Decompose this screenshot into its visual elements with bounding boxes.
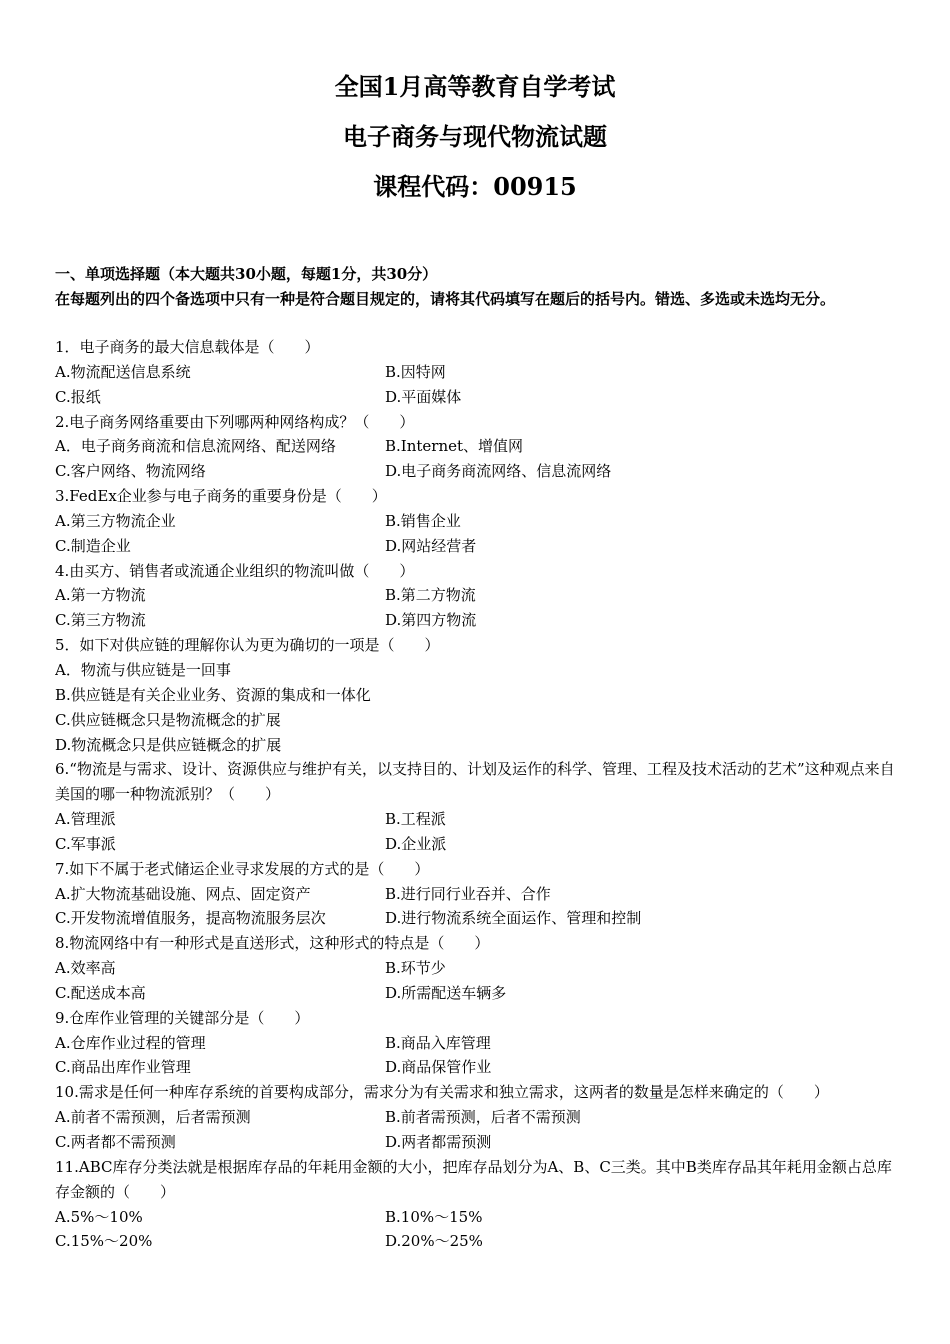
option-row <box>55 1205 897 1230</box>
section-heading: 一、单项选择题（本大题共30小题，每题1分，共30分） <box>55 265 438 283</box>
option-d: D.企业派 <box>385 834 447 853</box>
option-row <box>55 1105 897 1130</box>
option-c: C.配送成本高 <box>55 983 146 1002</box>
option-a: A.前者不需预测，后者需预测 <box>55 1108 251 1127</box>
question-stem: 5．如下对供应链的理解你认为更为确切的一项是（ ） <box>55 636 440 655</box>
option-row <box>55 583 897 608</box>
option-b: B.10%～15% <box>385 1207 483 1226</box>
option-a: A．物流与供应链是一回事 <box>55 660 231 679</box>
question-stem: 8.物流网络中有一种形式是直送形式，这种形式的特点是（ ） <box>55 934 490 953</box>
option-row <box>55 807 897 832</box>
option-row <box>55 981 897 1006</box>
question-stem: 3.FedEx企业参与电子商务的重要身份是（ ） <box>55 487 387 506</box>
option-row <box>55 1229 897 1254</box>
option-row <box>55 509 897 534</box>
question-stem: 4.由买方、销售者或流通企业组织的物流叫做（ ） <box>55 561 415 580</box>
option-row <box>55 1130 897 1155</box>
option-a: A.第一方物流 <box>55 586 146 605</box>
option-a: A.第三方物流企业 <box>55 511 176 530</box>
option-c: C.第三方物流 <box>55 611 146 630</box>
option-row <box>55 906 897 931</box>
option-d: D.第四方物流 <box>385 611 477 630</box>
option-b: B.商品入库管理 <box>385 1033 491 1052</box>
exam-title: 全国1月高等教育自学考试 <box>334 72 616 101</box>
exam-subject: 电子商务与现代物流试题 <box>343 122 607 151</box>
option-d: D.所需配送车辆多 <box>385 983 507 1002</box>
question-stem: 9.仓库作业管理的关键部分是（ ） <box>55 1008 310 1027</box>
option-a: A.效率高 <box>55 959 116 978</box>
option-row <box>55 534 897 559</box>
option-b: B.第二方物流 <box>385 586 476 605</box>
option-a: A.物流配送信息系统 <box>55 362 191 381</box>
option-c: C.制造企业 <box>55 536 131 555</box>
question-stem: 11.ABC库存分类法就是根据库存品的年耗用金额的大小，把库存品划分为A、B、C三类。其中B类库存品其年耗用金额占总库存金额的（ ） <box>55 1157 892 1201</box>
course-code: 课程代码：00915 <box>373 172 577 201</box>
option-c: C.客户网络、物流网络 <box>55 462 206 481</box>
option-row <box>55 459 897 484</box>
option-d: D.20%～25% <box>385 1232 483 1251</box>
option-b: B.销售企业 <box>385 511 461 530</box>
option-b: B.供应链是有关企业业务、资源的集成和一体化 <box>55 685 371 704</box>
question-list <box>55 335 897 1254</box>
option-d: D.商品保管作业 <box>385 1058 492 1077</box>
option-row <box>55 360 897 385</box>
option-b: B.Internet、增值网 <box>385 437 524 456</box>
option-c: C.商品出库作业管理 <box>55 1058 191 1077</box>
option-d: D.网站经营者 <box>385 536 477 555</box>
emphasis-mark: 不 <box>99 859 115 878</box>
option-c: C.开发物流增值服务，提高物流服务层次 <box>55 909 326 928</box>
question-stem: 1．电子商务的最大信息载体是（ ） <box>55 338 320 356</box>
option-row <box>55 1031 897 1056</box>
section-instruction: 在每题列出的四个备选项中只有一种是符合题目规定的，请将其代码填写在题后的括号内。错选、多选或未选均无分。 <box>55 290 836 308</box>
question-stem: 2.电子商务网络重要由下列哪两种网络构成？（ ） <box>55 412 415 431</box>
option-a: A.扩大物流基础设施、网点、固定资产 <box>55 884 311 903</box>
option-row <box>55 385 897 410</box>
option-row <box>55 434 897 459</box>
option-d: D.电子商务商流网络、信息流网络 <box>385 462 612 481</box>
option-d: D.物流概念只是供应链概念的扩展 <box>55 735 282 754</box>
option-c: C.两者都不需预测 <box>55 1133 176 1151</box>
option-d: D.两者都需预测 <box>385 1133 492 1151</box>
option-row <box>55 1055 897 1080</box>
option-b: B.因特网 <box>385 362 446 381</box>
option-row <box>55 832 897 857</box>
option-c: C.报纸 <box>55 387 101 406</box>
question-stem: 6.“物流是与需求、设计、资源供应与维护有关，以支持目的、计划及运作的科学、管理、工程及技术活动的艺术”这种观点来自美国的哪一种物流派别？（ ） <box>55 760 895 804</box>
option-d: D.进行物流系统全面运作、管理和控制 <box>385 909 642 928</box>
question-stem: 10.需求是任何一种库存系统的首要构成部分，需求分为有关需求和独立需求，这两者的数量是怎样来确定的（ ） <box>55 1083 829 1102</box>
option-a: A．电子商务商流和信息流网络、配送网络 <box>55 437 336 456</box>
option-b: B.环节少 <box>385 959 446 978</box>
option-b: B.前者需预测，后者不需预测 <box>385 1108 581 1127</box>
emphasis-mark: 属 <box>114 859 130 878</box>
option-a: A.管理派 <box>55 810 116 829</box>
option-c: C.15%～20% <box>55 1232 153 1251</box>
option-a: A.5%～10% <box>55 1207 143 1226</box>
option-b: B.进行同行业吞并、合作 <box>385 884 551 903</box>
option-row <box>55 608 897 633</box>
option-c: C.供应链概念只是物流概念的扩展 <box>55 710 281 729</box>
option-b: B.工程派 <box>385 810 446 829</box>
question-stem: 7.如下不属于老式储运企业寻求发展的方式的是（ ） <box>55 859 430 878</box>
option-d: D.平面媒体 <box>385 387 462 406</box>
option-a: A.仓库作业过程的管理 <box>55 1033 206 1052</box>
option-row <box>55 956 897 981</box>
option-row <box>55 882 897 907</box>
option-c: C.军事派 <box>55 834 116 853</box>
